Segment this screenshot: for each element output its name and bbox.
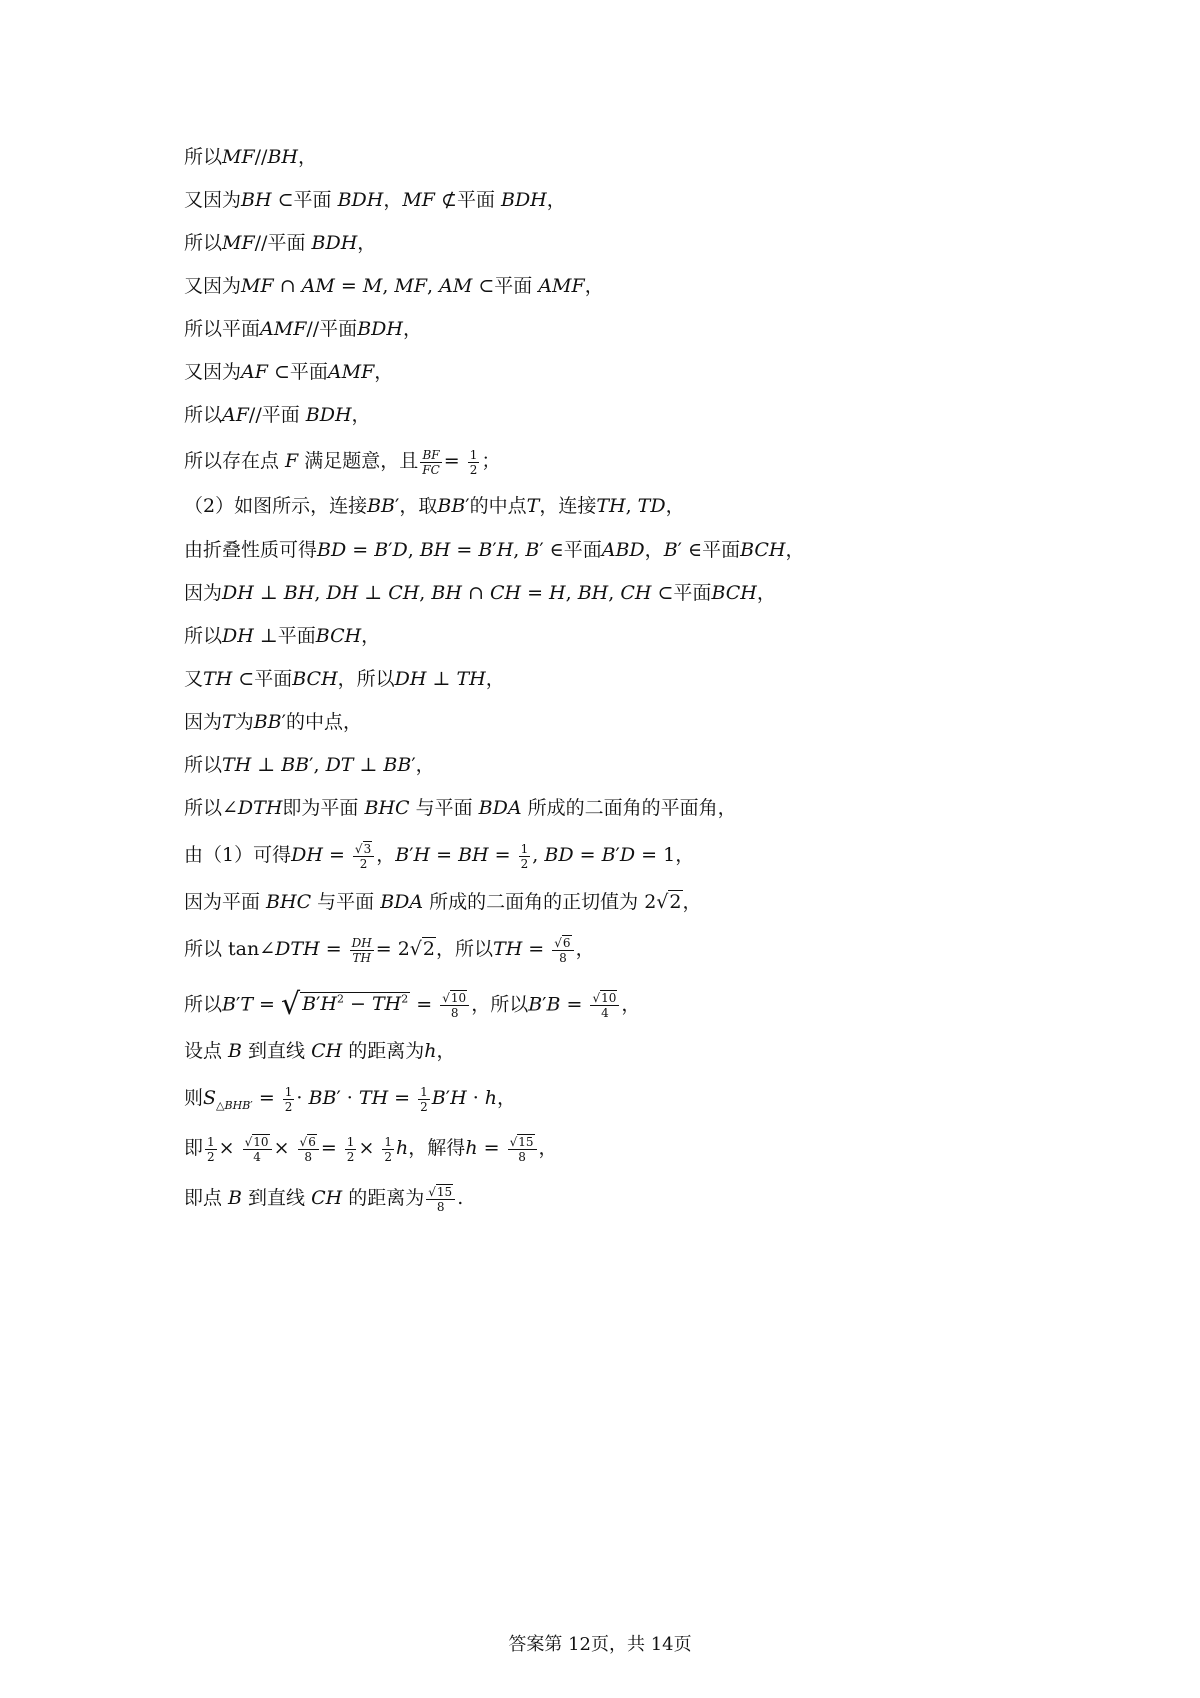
solution-line: 因为T为BB′的中点， [184, 711, 362, 733]
solution-line: 所以平面AMF//平面BDH， [184, 318, 422, 340]
solution-line: 所以B′T = √ $B'H^2 - TH^2$ = $\frac{√10}{8}$ ，所以B′B = $\frac{√10}{4}$ ， [184, 987, 641, 1023]
solution-line: 所以MF//平面 BDH， [184, 232, 377, 254]
solution-line: 由（1）可得DH = $\frac{√3}{2}$ ，B′H = BH = $\frac{1}{2}$ , BD = B′D = 1， [184, 841, 695, 871]
solution-line: 又因为MF ∩ AM = M, MF, AM ⊂平面 AMF， [184, 275, 604, 297]
solution-line: 所以TH ⊥ BB′, DT ⊥ BB′， [184, 754, 435, 776]
solution-line: 所以AF//平面 BDH， [184, 404, 371, 426]
solution-line: 因为DH ⊥ BH, DH ⊥ CH, BH ∩ CH = H, BH, CH ⊂平面BCH， [184, 582, 776, 604]
solution-line: 则$S_{\triangle BHB'}$ = $\frac{1}{2}$ · BB′ · TH = $\frac{1}{2}$ B′H · h， [184, 1084, 517, 1114]
solution-line: 设点 B 到直线 CH 的距离为h， [184, 1040, 456, 1062]
solution-line: （2）如图所示，连接BB′，取BB′的中点T，连接TH, TD， [184, 495, 685, 517]
solution-line: 所以∠DTH即为平面 BHC 与平面 BDA 所成的二面角的平面角， [184, 797, 737, 819]
solution-line: 所以DH ⊥平面BCH， [184, 625, 381, 647]
solution-line: 即点 B 到直线 CH 的距离为 $\frac{√15}{8}$ . [184, 1184, 464, 1214]
solution-line: 又TH ⊂平面BCH，所以DH ⊥ TH， [184, 668, 505, 690]
solution-line: 又因为BH ⊂平面 BDH，MF ⊄平面 BDH， [184, 189, 566, 211]
solution-line: 因为平面 BHC 与平面 BDA 所成的二面角的正切值为 2√2， [184, 891, 702, 913]
page-footer: 答案第 12页，共 14页 [508, 1634, 692, 1655]
solution-line: 所以 tan∠DTH = $\frac{DH}{TH}$ = 2√2，所以TH = $\frac{√6}{8}$ ， [184, 935, 595, 965]
solution-line: 所以MF//BH， [184, 146, 318, 168]
solution-line: 即 $\frac{1}{2}$ × $\frac{√10}{4}$ × $\frac{√6}{8}$ = $\frac{1}{2}$ × $\frac{1}{2}$ h，解得h = $\frac{√15}{8}$ ， [184, 1134, 558, 1164]
solution-line: 又因为AF ⊂平面AMF， [184, 361, 394, 383]
solution-line: 由折叠性质可得BD = B′D, BH = B′H, B′ ∈平面ABD，B′ ∈平面BCH， [184, 539, 805, 561]
solution-line: 所以存在点 F 满足题意，且 $\frac{BF}{FC}$ = $\frac{1}{2}$ ； [184, 447, 501, 477]
